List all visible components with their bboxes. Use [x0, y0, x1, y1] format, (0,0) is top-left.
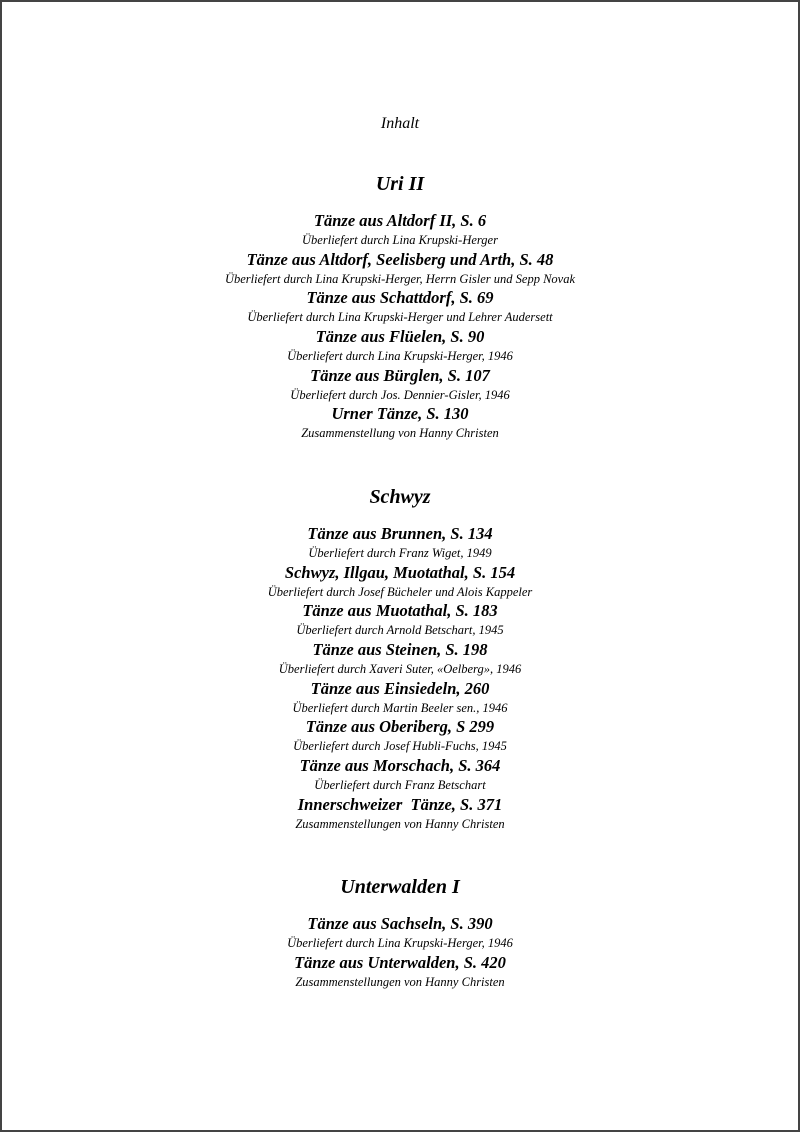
entry-source: Überliefert durch Xaveri Suter, «Oelberg», 1946: [278, 662, 522, 677]
entry-source: Überliefert durch Arnold Betschart, 1945: [296, 623, 504, 638]
entry-source: Überliefert durch Jos. Dennier-Gisler, 1946: [290, 387, 510, 402]
section-heading: Schwyz: [369, 486, 431, 508]
entry-title: Tänze aus Flüelen, S. 90: [315, 327, 485, 347]
entry-source: Überliefert durch Lina Krupski-Herger und Lehrer Audersett: [247, 310, 553, 325]
page-title: Inhalt: [380, 115, 420, 132]
entry-title: Innerschweizer Tänze, S. 371: [297, 794, 503, 814]
toc-entry: [2, 524, 798, 563]
toc-entry: [2, 563, 798, 602]
toc-entry: [2, 640, 798, 679]
entry-title: Tänze aus Morschach, S. 364: [299, 756, 501, 776]
entry-title: Urner Tänze, S. 130: [331, 404, 469, 424]
toc-entry: [2, 250, 798, 289]
section-uri-ii: [2, 172, 798, 443]
entry-source: Zusammenstellung von Hanny Christen: [301, 426, 499, 441]
section-unterwalden-i: [2, 875, 798, 991]
toc-entry: [2, 211, 798, 250]
toc-entry: [2, 366, 798, 405]
toc-entry: [2, 601, 798, 640]
section-heading: Uri II: [375, 173, 425, 195]
toc-entry: [2, 404, 798, 443]
entry-source: Zusammenstellungen von Hanny Christen: [295, 816, 505, 831]
toc-entry: [2, 288, 798, 327]
entry-title: Tänze aus Sachseln, S. 390: [307, 914, 493, 933]
section-schwyz: [2, 485, 798, 834]
entry-title: Tänze aus Muotathal, S. 183: [302, 601, 498, 621]
entry-source: Überliefert durch Lina Krupski-Herger: [302, 233, 498, 247]
entry-title: Tänze aus Altdorf, Seelisberg und Arth, S. 48: [246, 249, 554, 269]
entry-title: Tänze aus Bürglen, S. 107: [310, 365, 490, 385]
section-heading: Unterwalden I: [340, 876, 460, 898]
toc-entry: [2, 327, 798, 366]
entry-title: Tänze aus Steinen, S. 198: [312, 640, 488, 660]
entry-source: Überliefert durch Josef Hubli-Fuchs, 1945: [293, 739, 507, 754]
entry-title: Tänze aus Altdorf II, S. 6: [313, 211, 487, 230]
entry-title: Tänze aus Oberiberg, S 299: [305, 717, 495, 737]
entry-source: Überliefert durch Franz Wiget, 1949: [308, 546, 492, 560]
entry-source: Zusammenstellungen von Hanny Christen: [295, 974, 505, 989]
entry-title: Schwyz, Illgau, Muotathal, S. 154: [284, 562, 516, 582]
toc-entry: [2, 953, 798, 992]
toc-entry: [2, 717, 798, 756]
toc-entry: [2, 795, 798, 834]
toc-entry: [2, 914, 798, 953]
entry-title: Tänze aus Einsiedeln, 260: [310, 678, 490, 698]
toc-entry: [2, 679, 798, 718]
entry-title: Tänze aus Unterwalden, S. 420: [294, 952, 506, 972]
entry-source: Überliefert durch Lina Krupski-Herger, Herrn Gisler und Sepp Novak: [224, 271, 576, 286]
entry-title: Tänze aus Schattdorf, S. 69: [306, 288, 494, 308]
entry-source: Überliefert durch Lina Krupski-Herger, 1946: [287, 936, 513, 950]
entry-source: Überliefert durch Josef Bücheler und Alois Kappeler: [267, 584, 533, 599]
entry-source: Überliefert durch Franz Betschart: [314, 778, 486, 793]
entry-source: Überliefert durch Lina Krupski-Herger, 1946: [287, 349, 513, 364]
entry-source: Überliefert durch Martin Beeler sen., 1946: [292, 700, 508, 715]
toc-entry: [2, 756, 798, 795]
entry-title: Tänze aus Brunnen, S. 134: [307, 524, 493, 543]
